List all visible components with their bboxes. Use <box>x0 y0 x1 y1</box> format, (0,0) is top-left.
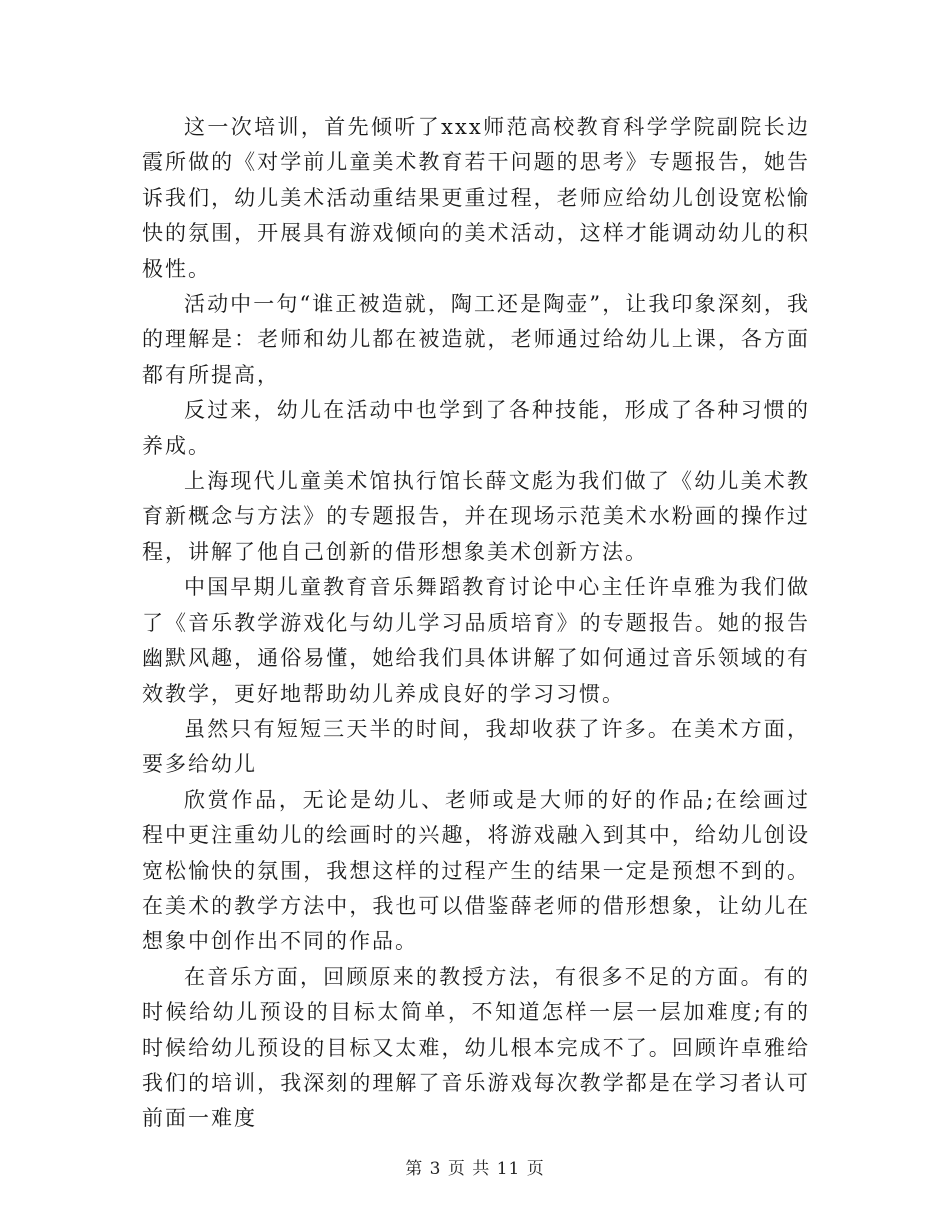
paragraph: 上海现代儿童美术馆执行馆长薛文彪为我们做了《幼儿美术教育新概念与方法》的专题报告，并在现场示范美术水粉画的操作过程，讲解了他自己创新的借形想象美术创新方法。 <box>142 469 810 564</box>
paragraph: 在音乐方面，回顾原来的教授方法，有很多不足的方面。有的时候给幼儿预设的目标太简单，不知道怎样一层一层加难度;有的时候给幼儿预设的目标又太难，幼儿根本完成不了。回顾许卓雅给我们的培训，我深刻的理解了音乐游戏每次教学都是在学习者认可前面一难度 <box>142 964 810 1131</box>
paragraph: 反过来，幼儿在活动中也学到了各种技能，形成了各种习惯的养成。 <box>142 398 810 458</box>
paragraph: 中国早期儿童教育音乐舞蹈教育讨论中心主任许卓雅为我们做了《音乐教学游戏化与幼儿学习品质培育》的专题报告。她的报告幽默风趣，通俗易懂，她给我们具体讲解了如何通过音乐领域的有效教学，更好地帮助幼儿养成良好的学习习惯。 <box>142 575 810 706</box>
page-number-footer: 第 3 页 共 11 页 <box>405 1159 545 1179</box>
paragraph: 欣赏作品，无论是幼儿、老师或是大师的好的作品;在绘画过程中更注重幼儿的绘画时的兴趣，将游戏融入到其中，给幼儿创设宽松愉快的氛围，我想这样的过程产生的结果一定是预想不到的。在美术的教学方法中，我也可以借鉴薛老师的借形想象，让幼儿在想象中创作出不同的作品。 <box>142 787 810 954</box>
paragraph: 虽然只有短短三天半的时间，我却收获了许多。在美术方面，要多给幼儿 <box>142 716 810 777</box>
paragraph: 这一次培训，首先倾听了xxx师范高校教育科学学院副院长边霞所做的《对学前儿童美术教育若干问题的思考》专题报告，她告诉我们，幼儿美术活动重结果更重过程，老师应给幼儿创设宽松愉快的氛围，开展具有游戏倾向的美术活动，这样才能调动幼儿的积极性。 <box>142 115 810 281</box>
document-body <box>142 110 810 1137</box>
paragraph: 活动中一句“谁正被造就，陶工还是陶壶”，让我印象深刻，我的理解是：老师和幼儿都在被造就，老师通过给幼儿上课，各方面都有所提高， <box>142 292 810 387</box>
